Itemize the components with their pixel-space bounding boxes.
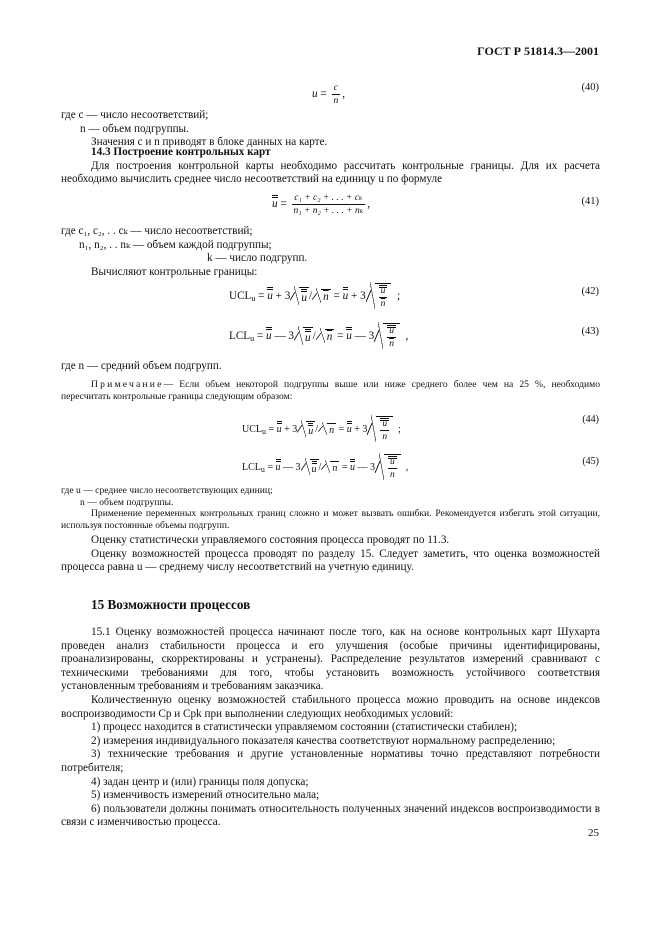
eq43-lhs: LCL [229, 330, 251, 343]
formula-44: $UCL_u = u + 3$ u / n = u + 3 $\frac{u}{n}$ ; [242, 416, 401, 443]
eq40-den: n [333, 96, 339, 106]
eq45-number: (45) [582, 456, 599, 467]
eq40-fraction [332, 82, 341, 107]
note-label: Примечание [91, 379, 164, 390]
page-number: 25 [588, 827, 599, 839]
formula-42: $UCL_u = u + 3$ $u / \overline{n} = u + 3$ $\frac{u}{n}$ ; [229, 283, 400, 310]
defs41-line2: n₁, n₂, . . nₖ — объем каждой подгруппы; [79, 238, 272, 251]
formula-45: $LCL_u = u$ — 3 u / n = u — 3 $\frac{u}{n}$ , [242, 454, 408, 481]
para-15-1: 15.1 Оценку возможностей процесса начинают после того, как на основе контрольных карт Шухарта проведен анализ стабильности процесса и его улучшения (особые причины идентифицированы, проанализированы, скорректированы и устранены). Распределение результатов измерений сравнивают с техническими требованиями для того, чтобы установить возможность устойчивого соответствия установленным требованиям и требованиям заказчика. [61, 626, 600, 693]
para-control-limits: Для построения контрольной карты необходимо рассчитать контрольные границы. Для их расчета необходимо вычислить среднее число несоответствий на единицу u по формуле [61, 159, 600, 186]
eq42-number: (42) [581, 286, 599, 297]
eq45-op2: — [357, 461, 368, 473]
defs40-line1: где c — число несоответствий; [61, 109, 209, 121]
eq41-tail: , [367, 198, 370, 211]
closing-paragraphs [61, 534, 600, 575]
formula-41: u = $\frac{\text{c₁ + c₂ + . . . + cₖ}}{\text{n₁ + n₂ + . . . + nₖ}}$ , [272, 193, 370, 216]
defs40-line2: n — объем подгруппы. [80, 122, 189, 135]
eq45-op1: — [283, 461, 294, 473]
eq42-tail: ; [397, 290, 401, 303]
eq43-number: (43) [581, 326, 599, 337]
equation-41 [0, 190, 661, 226]
note-block [61, 379, 600, 402]
eq43-sub: u [250, 334, 255, 344]
note-definitions [61, 485, 600, 531]
eq45-sub: u [260, 464, 265, 474]
eq44-number: (44) [582, 414, 599, 425]
standard-header: ГОСТ Р 51814.3—2001 [477, 44, 599, 58]
eq44-op2: + [354, 423, 360, 435]
note-defs-line2: n — объем подгруппы. [80, 496, 174, 508]
eq40-tail: , [342, 88, 346, 101]
eq43-op1: — [274, 330, 286, 343]
condition-item: 1) процесс находится в статистически управляемом состоянии (статистически стабилен); [91, 721, 518, 734]
eq42-sub: u [251, 294, 256, 304]
condition-item: 4) задан центр и (или) границы поля допуска; [91, 775, 309, 788]
defs41-line3: k — число подгрупп. [207, 252, 308, 265]
equation-44 [0, 408, 661, 448]
equation-40 [0, 80, 661, 110]
eq40-number: (40) [581, 82, 599, 93]
condition-item: 3) технические требования и другие установленные нормативы точно представляют потребности потребителя; [61, 748, 600, 774]
eq41-lhs: u [272, 195, 278, 212]
condition-item: 6) пользователи должны понимать относительность полученных значений индексов воспроизводимости в связи с изменчивостью процесса. [61, 802, 600, 829]
section-15-body [61, 626, 600, 830]
equation-45 [0, 446, 661, 486]
eq42-op1: + [275, 290, 282, 303]
equation-43 [0, 314, 661, 360]
defs41-line4: Вычисляют контрольные границы: [91, 265, 258, 278]
eq40-lhs: u [312, 88, 318, 101]
formula-40: u = $\frac{c}{n}$ , [312, 83, 346, 106]
eq44-sub: u [262, 426, 266, 436]
defs-40 [61, 109, 600, 150]
subsection-14-3 [61, 146, 600, 187]
eq45-lhs: LCL [242, 461, 261, 473]
eq43-tail: , [405, 330, 409, 343]
para-statistical-state: Оценку статистически управляемого состояния процесса проводят по 11.3. [91, 534, 450, 546]
note-defs-line1: где u — среднее число несоответствующих единиц; [61, 485, 273, 496]
section-15-title: 15 Возможности процессов [91, 597, 251, 612]
eq41-num: c₁ + c₂ + . . . + cₖ [292, 192, 366, 205]
eq43-op2: — [354, 330, 366, 343]
condition-item: 5) изменчивость измерений относительно мала; [91, 789, 320, 802]
eq41-fraction [292, 192, 366, 217]
subsection-title: 14.3 Построение контрольных карт [91, 146, 271, 158]
eq45-tail: , [405, 461, 409, 473]
eq44-tail: ; [398, 423, 401, 435]
condition-item: 2) измерения индивидуального показателя качества соответствуют нормальному распределению; [91, 734, 556, 747]
defs41-line1: где c₁, c₂, . . cₖ — число несоответствий; [61, 225, 253, 237]
defs40-line3: Значения c и n приводят в блоке данных на карте. [91, 136, 328, 149]
para-capability: Оценку возможностей процесса проводят по разделу 15. Следует заметить, что оценка возможностей процесса равна u — среднему числу несоответствий на учетную единицу. [61, 547, 600, 574]
formula-43: $LCL_u = u$ — 3 $u / \overline{n} = u$ — 3 $\frac{u}{n}$ , [229, 323, 408, 350]
note-defs-line3: Применение переменных контрольных границ сложно и может вызвать ошибки. Рекомендуется избегать этой ситуации, используя постоянные объемы подгрупп. [61, 508, 600, 531]
eq41-number: (41) [581, 196, 599, 207]
defs-41 [61, 225, 600, 279]
note-text: — Если объем некоторой подгруппы выше или ниже среднего более чем на 25 %, необходимо пересчитать контрольные границы следующим образом: [61, 379, 600, 402]
eq41-den: n₁ + n₂ + . . . + nₖ [293, 206, 364, 216]
eq42-lhs: UCL [229, 290, 252, 303]
eq40-num: c [332, 82, 341, 95]
para-15-indices: Количественную оценку возможностей стабильного процесса можно проводить на основе индексов воспроизводимости Cp и Cpk при выполнении следующих необходимых условий: [61, 693, 600, 720]
eq42-op2: + [350, 290, 358, 303]
eq44-op1: + [284, 423, 290, 435]
mean-n-definition: где n — средний объем подгрупп. [61, 360, 222, 372]
eq44-lhs: UCL [242, 423, 262, 435]
